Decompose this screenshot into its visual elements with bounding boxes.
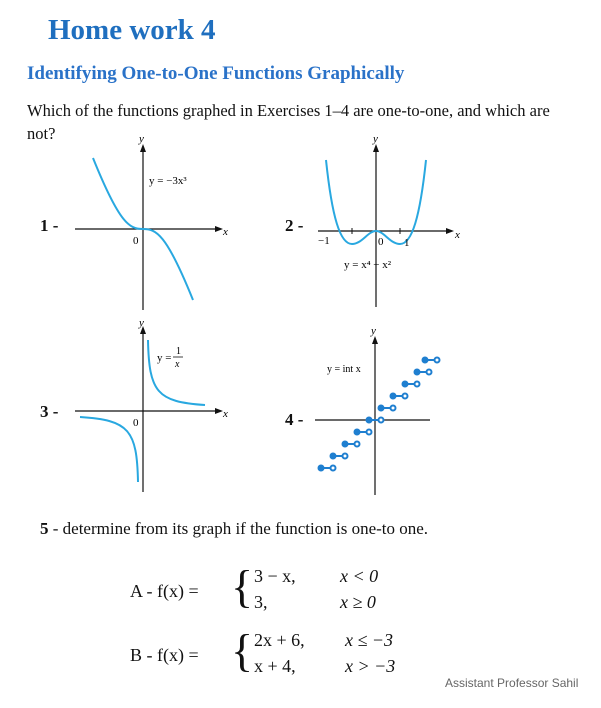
left-brace: { — [231, 625, 254, 676]
part-a-label: A - f(x) = — [130, 581, 199, 601]
exercise-1-label: 1 - — [40, 216, 59, 235]
exercise-3-label: 3 - — [40, 402, 59, 421]
y-axis-label: y — [139, 317, 144, 329]
piecewise-b — [130, 625, 440, 688]
left-brace: { — [231, 561, 254, 612]
part-b-label: B - f(x) = — [130, 645, 199, 665]
part-a-case2-expr: 3, — [254, 592, 268, 612]
graph-exercise-4 — [315, 325, 455, 495]
origin-label: 0 — [378, 236, 384, 248]
origin-label: 0 — [133, 235, 139, 247]
part-a-case1-cond: x < 0 — [340, 566, 379, 586]
equation-label: y = int x — [327, 364, 361, 375]
question-5-text: - determine from its graph if the function is one-to one. — [48, 519, 429, 538]
x-axis-label: x — [455, 229, 460, 241]
question-5-number: 5 — [40, 519, 49, 538]
equation-label: y = x⁴ − x² — [344, 259, 392, 271]
graph-exercise-1 — [75, 133, 235, 310]
page-title: Home work 4 — [48, 14, 216, 46]
graph-exercise-2 — [318, 133, 460, 307]
question-text: Which of the functions graphed in Exercises 1–4 are one-to-one, and which are not? — [27, 101, 550, 143]
exercise-4-label: 4 - — [285, 410, 304, 429]
graph-exercise-3 — [75, 317, 235, 492]
part-b-case1-cond: x ≤ −3 — [345, 630, 394, 650]
tick-pos-one: 1 — [404, 237, 410, 249]
exercise-2-label: 2 - — [285, 216, 304, 235]
tick-neg-one: −1 — [318, 235, 330, 247]
part-b-case1-expr: 2x + 6, — [254, 630, 305, 650]
equation-numerator: 1 — [176, 346, 181, 357]
equation-denominator: x — [175, 359, 180, 370]
equation-label: y = — [157, 352, 172, 364]
part-a-case1-expr: 3 − x, — [254, 566, 296, 586]
section-heading: Identifying One-to-One Functions Graphically — [27, 63, 405, 84]
x-axis-label: x — [223, 226, 228, 238]
origin-label: 0 — [133, 417, 139, 429]
part-a-case2-cond: x ≥ 0 — [340, 592, 376, 612]
piecewise-a — [130, 561, 430, 624]
y-axis-label: y — [139, 133, 144, 145]
part-b-case2-expr: x + 4, — [254, 656, 296, 676]
x-axis-label: x — [223, 408, 228, 420]
question-5 — [40, 519, 428, 539]
y-axis-label: y — [373, 133, 378, 145]
part-b-case2-cond: x > −3 — [345, 656, 396, 676]
equation-label: y = −3x³ — [149, 175, 187, 187]
footer-author: Assistant Professor Sahil — [445, 676, 579, 690]
y-axis-label: y — [371, 325, 376, 337]
